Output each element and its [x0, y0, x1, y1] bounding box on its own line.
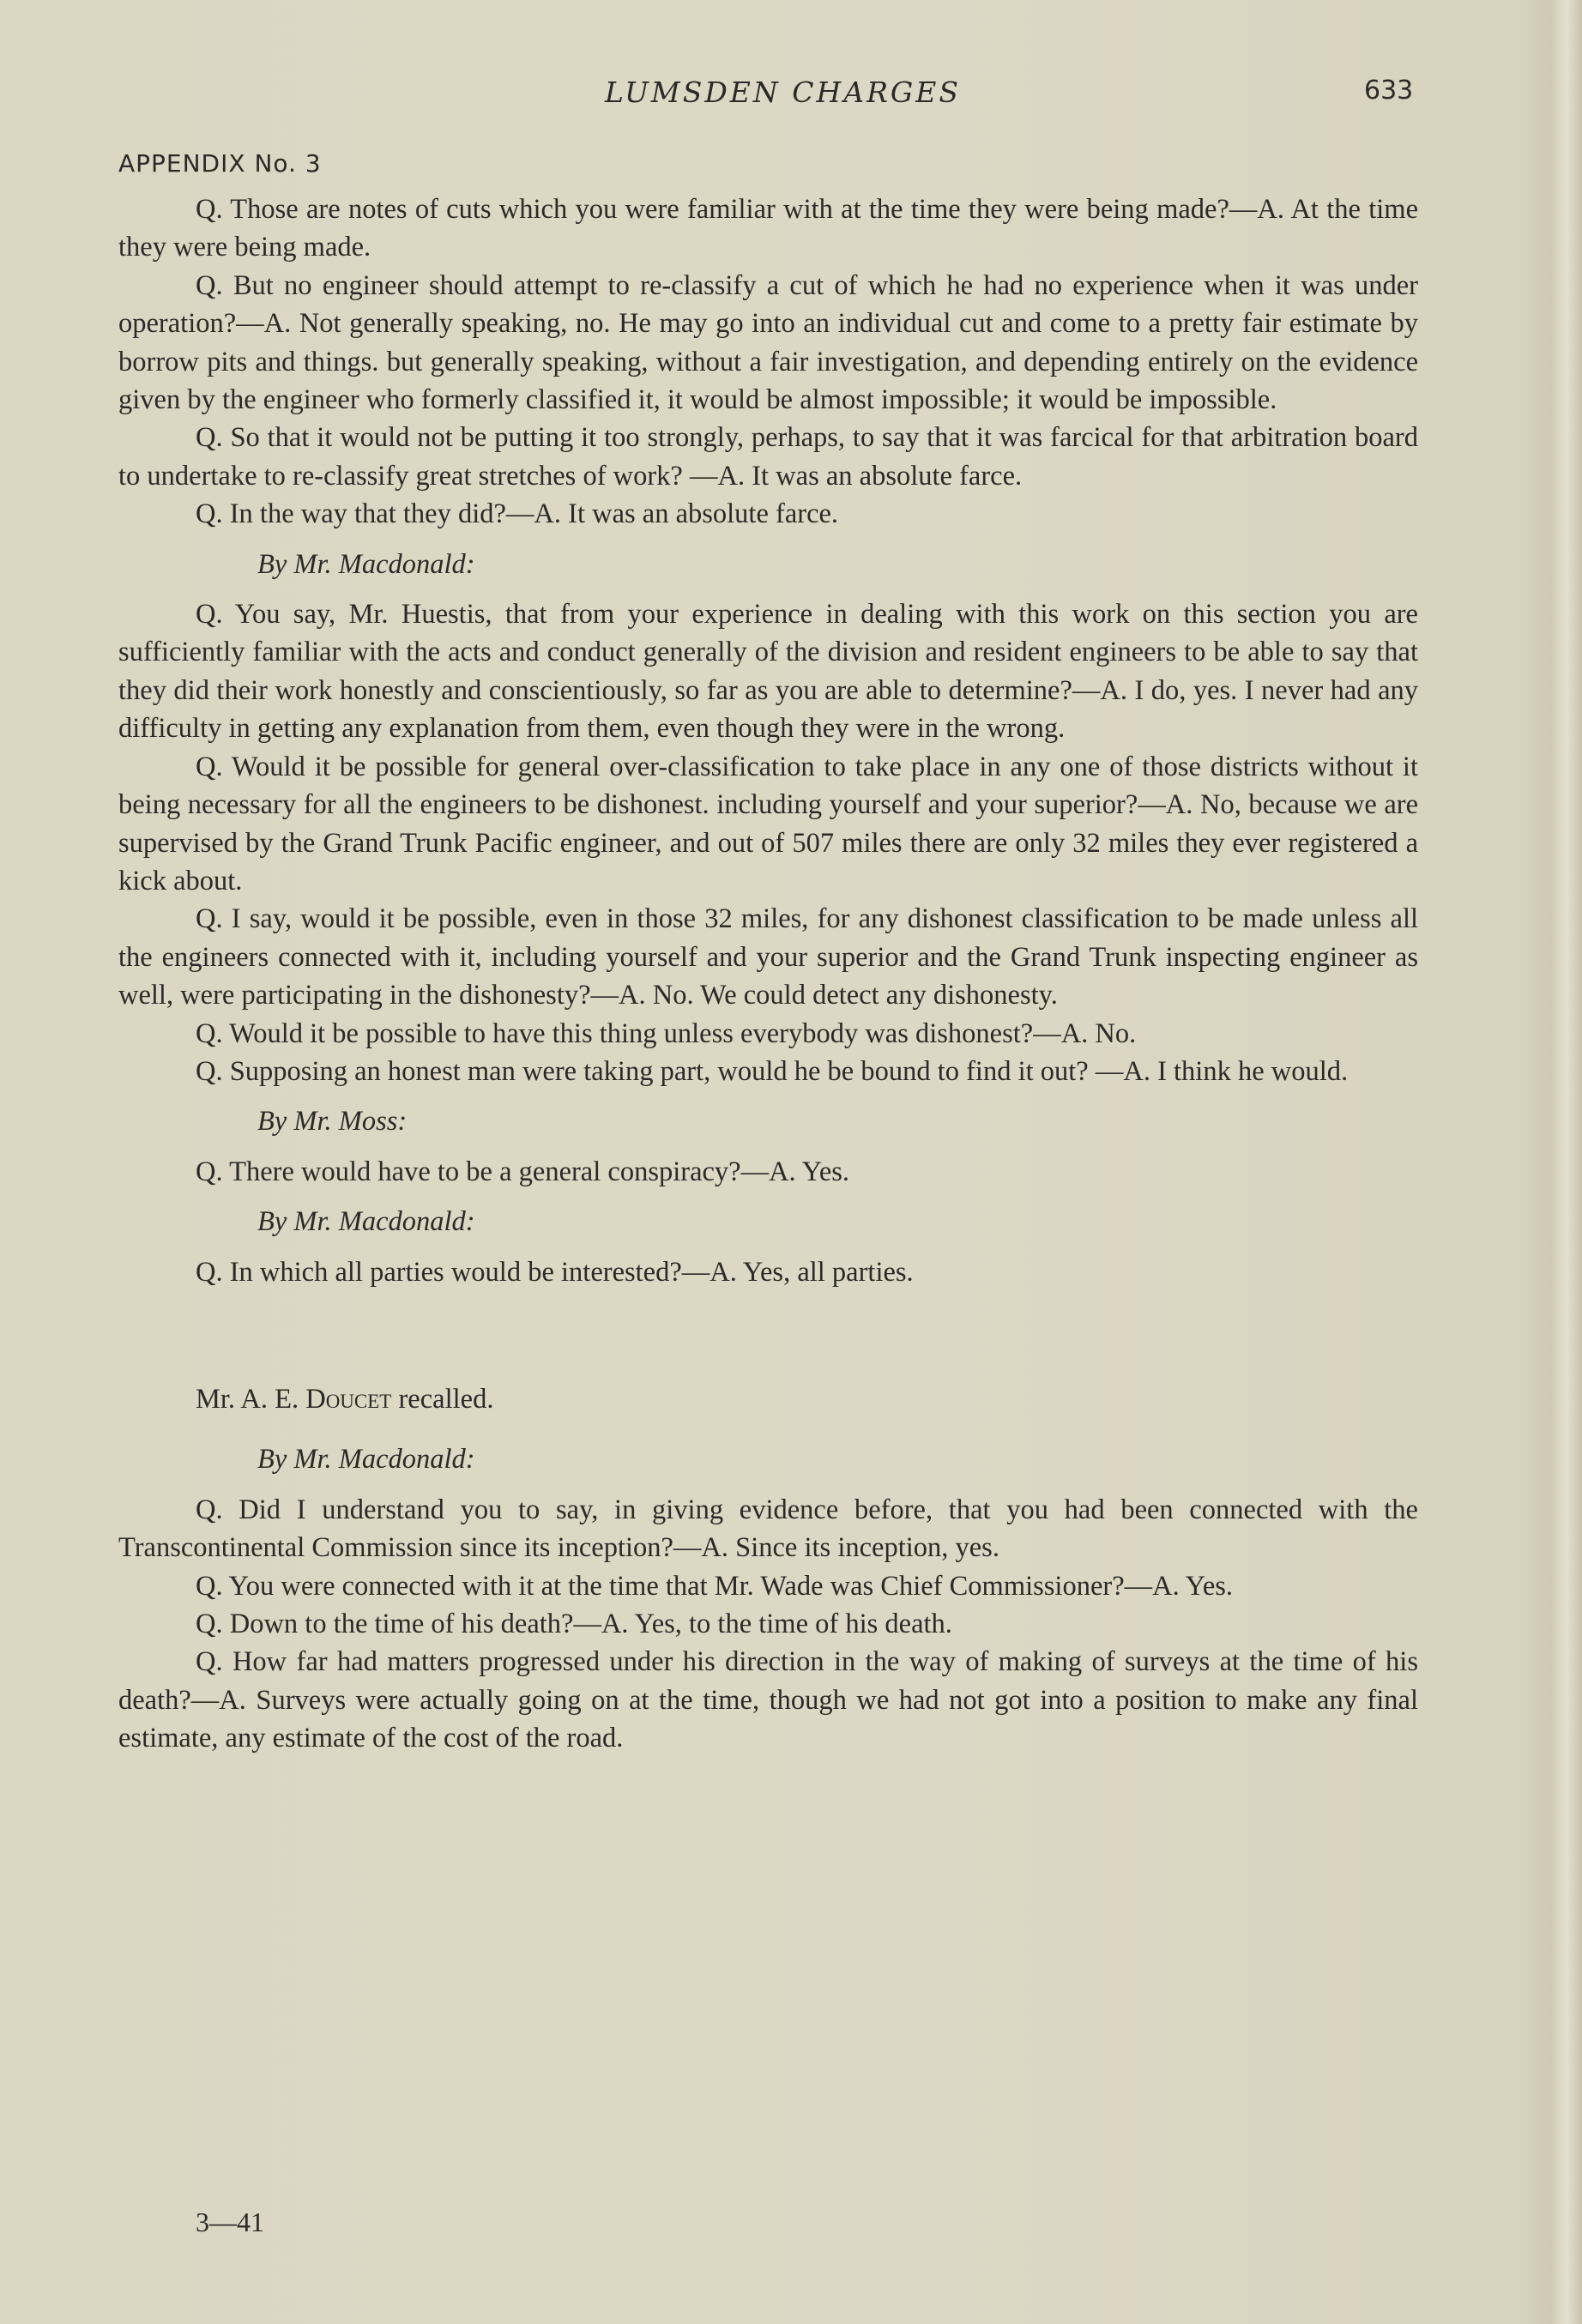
witness-prefix: Mr. A. E. — [196, 1383, 306, 1415]
paragraph: Q. Would it be possible to have this thing unless everybody was dishonest?—A. No. — [196, 1017, 1137, 1049]
paragraph: Q. In which all parties would be interested?—A. Yes, all parties. — [196, 1256, 914, 1288]
paragraph: Q. In the way that they did?—A. It was an absolute farce. — [196, 498, 839, 530]
examiner-heading: By Mr. Macdonald: — [257, 548, 475, 580]
paragraph: Q. Those are notes of cuts which you were familiar with at the time they were being made?—A. At the time they were being made. — [118, 194, 1418, 263]
page-number: 633 — [1364, 75, 1414, 106]
paragraph: Q. I say, would it be possible, even in those 32 miles, for any dishonest classification to be made unless all the engineers connected with it, including yourself and your superior and the Grand Trunk inspecting engineer as well, were participating in the dishonesty?—A. No. We could detect any dishonesty. — [118, 903, 1418, 1011]
witness-suffix: recalled. — [391, 1383, 494, 1415]
paragraph: Q. How far had matters progressed under his direction in the way of making of surveys at the time of his death?—A. Surveys were actually going on at the time, though we had not got into a position to make any final estimate, any estimate of the cost of the road. — [118, 1646, 1418, 1754]
examiner-heading: By Mr. Macdonald: — [257, 1206, 475, 1238]
witness-recalled — [118, 1380, 1418, 1418]
witness-name: Doucet — [305, 1383, 392, 1415]
appendix-label: APPENDIX No. 3 — [118, 149, 322, 178]
paragraph: Q. Supposing an honest man were taking part, would he be bound to find it out? —A. I think he would. — [196, 1055, 1349, 1087]
paragraph: Q. Did I understand you to say, in giving evidence before, that you had been connected with the Transcontinental Commission since its inception?—A. Since its inception, yes. — [118, 1494, 1418, 1564]
paragraph: Q. So that it would not be putting it too strongly, perhaps, to say that it was farcical for that arbitration board to undertake to re-classify great stretches of work? —A. It was an absolute farce. — [118, 422, 1418, 492]
paragraph: Q. But no engineer should attempt to re-classify a cut of which he had no experience when it was under operation?—A. Not generally speaking, no. He may go into an individual cut and come to a pretty fair estimate by borrow pits and things. but generally speaking, without a fair investigation, and depending entirely on the evidence given by the engineer who formerly classified it, it would be almost impossible; it would be impossible. — [118, 269, 1418, 416]
paragraph: Q. There would have to be a general conspiracy?—A. Yes. — [196, 1156, 850, 1187]
paragraph: Q. You were connected with it at the time that Mr. Wade was Chief Commissioner?—A. Yes. — [196, 1570, 1234, 1602]
sheet-signature: 3—41 — [196, 2206, 264, 2237]
examiner-heading: By Mr. Moss: — [257, 1106, 408, 1138]
examiner-heading: By Mr. Macdonald: — [257, 1444, 475, 1476]
running-header — [0, 75, 1582, 118]
body-text — [118, 190, 1418, 1758]
paragraph: Q. You say, Mr. Huestis, that from your experience in dealing with this work on this section you are sufficiently familiar with the acts and conduct generally of the division and resident engineers to be able to say that they did their work honestly and conscientiously, so far as you are able to determine?—A. I do, yes. I never had any difficulty in getting any explanation from them, even though they were in the wrong. — [118, 599, 1418, 745]
paragraph: Q. Would it be possible for general over-classification to take place in any one of those districts without it being necessary for all the engineers to be dishonest. including yourself and your superior?—A. No, because we are supervised by the Grand Trunk Pacific engineer, and out of 507 miles there are only 32 miles they ever registered a kick about. — [118, 751, 1418, 896]
paragraph: Q. Down to the time of his death?—A. Yes, to the time of his death. — [196, 1609, 952, 1639]
running-title: LUMSDEN CHARGES — [605, 75, 961, 109]
